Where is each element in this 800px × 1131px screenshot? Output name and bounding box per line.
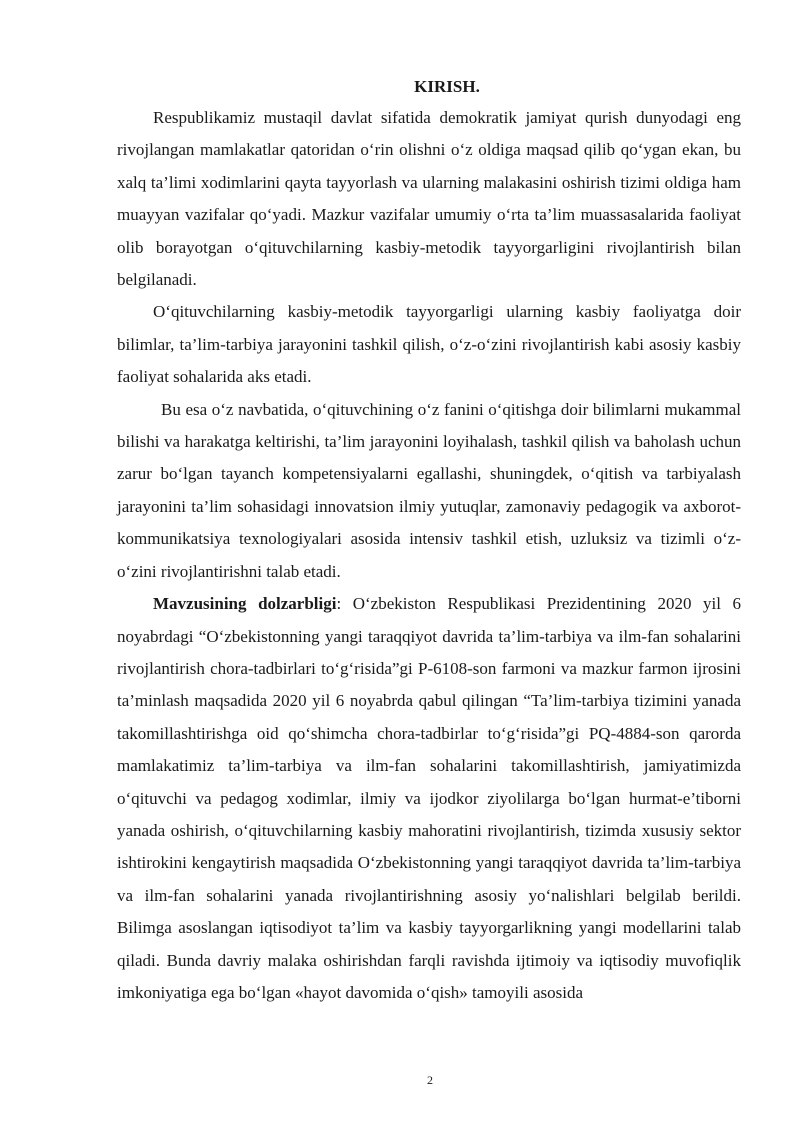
paragraph-intro: Respublikamiz mustaqil davlat sifatida demokratik jamiyat qurish dunyodagi eng rivojlangan mamlakatlar qatoridan o‘rin olishni o‘z oldiga maqsad qilib qo‘ygan ekan, bu xalq ta’limi xodimlarini qayta tayyorlash va ularning malakasini oshirish tizimi oldiga ham muayyan vazifalar qo‘yadi. Mazkur vazifalar umumiy o‘rta ta’lim muassasalarida faoliyat olib borayotgan o‘qituvchilarning kasbiy-metodik tayyorgarligini rivojlantirish bilan belgilanadi. (117, 108, 741, 290)
paragraph-relevance (117, 588, 741, 1009)
document-page (117, 75, 741, 1009)
document-title: KIRISH. (414, 77, 480, 96)
paragraph-preparation: O‘qituvchilarning kasbiy-metodik tayyorgarligi ularning kasbiy faoliyatga doir bilimlar, ta’lim-tarbiya jarayonini tashkil qilish, o‘z-o‘zini rivojlantirish kabi asosiy kasbiy faoliyat sohalarida aks etadi. (117, 302, 741, 387)
relevance-text: : O‘zbekiston Respublikasi Prezidentining 2020 yil 6 noyabrdagi “O‘zbekistonning yangi taraqqiyot davrida ta’lim-tarbiya va ilm-fan sohalarini rivojlantirish chora-tadbirlari to‘g‘risida”gi P-6108-son farmoni va mazkur farmon ijrosini ta’minlash maqsadida 2020 yil 6 noyabrda qabul qilingan “Ta’lim-tarbiya tizimini yanada takomillashtirishga oid qo‘shimcha chora-tadbirlar to‘g‘risida”gi PQ-4884-son qarorda mamlakatimiz ta’lim-tarbiya va ilm-fan sohalarini takomillashtirish, jamiyatimizda o‘qituvchi va pedagog xodimlar, ilmiy va ijodkor ziyolilarga bo‘lgan hurmat-e’tiborni yanada oshirish, o‘qituvchilarning kasbiy mahoratini rivojlantirish, tizimda xususiy sektor ishtirokini kengaytirish maqsadida O‘zbekistonning yangi taraqqiyot davrida ta’lim-tarbiya va ilm-fan sohalarini yanada rivojlantirishning asosiy yo‘nalishlari belgilab berildi. Bilimga asoslangan iqtisodiyot ta’lim va kasbiy tayyorgarlikning yangi modellarini talab qiladi. Bunda davriy malaka oshirishdan farqli ravishda ijtimoiy va iqtisodiy muvofiqlik imkoniyatiga ega bo‘lgan «hayot davomida o‘qish» tamoyili asosida (117, 594, 741, 1002)
paragraph-competencies: Bu esa o‘z navbatida, o‘qituvchining o‘z fanini o‘qitishga doir bilimlarni mukammal bilishi va harakatga keltirishi, ta’lim jarayonini loyihalash, tashkil qilish va baholash uchun zarur bo‘lgan tayanch kompetensiyalarni egallashi, shuningdek, o‘qitish va tarbiyalash jarayonini ta’lim sohasidagi innovatsion ilmiy yutuqlar, zamonaviy pedagogik va axborot-kommunikatsiya texnologiyalari asosida intensiv tashkil etish, uzluksiz va tizimli o‘z-o‘zini rivojlantirishni talab etadi. (117, 399, 741, 581)
page-number: 2 (427, 1073, 433, 1087)
relevance-heading: Mavzusining dolzarbligi (153, 594, 337, 614)
